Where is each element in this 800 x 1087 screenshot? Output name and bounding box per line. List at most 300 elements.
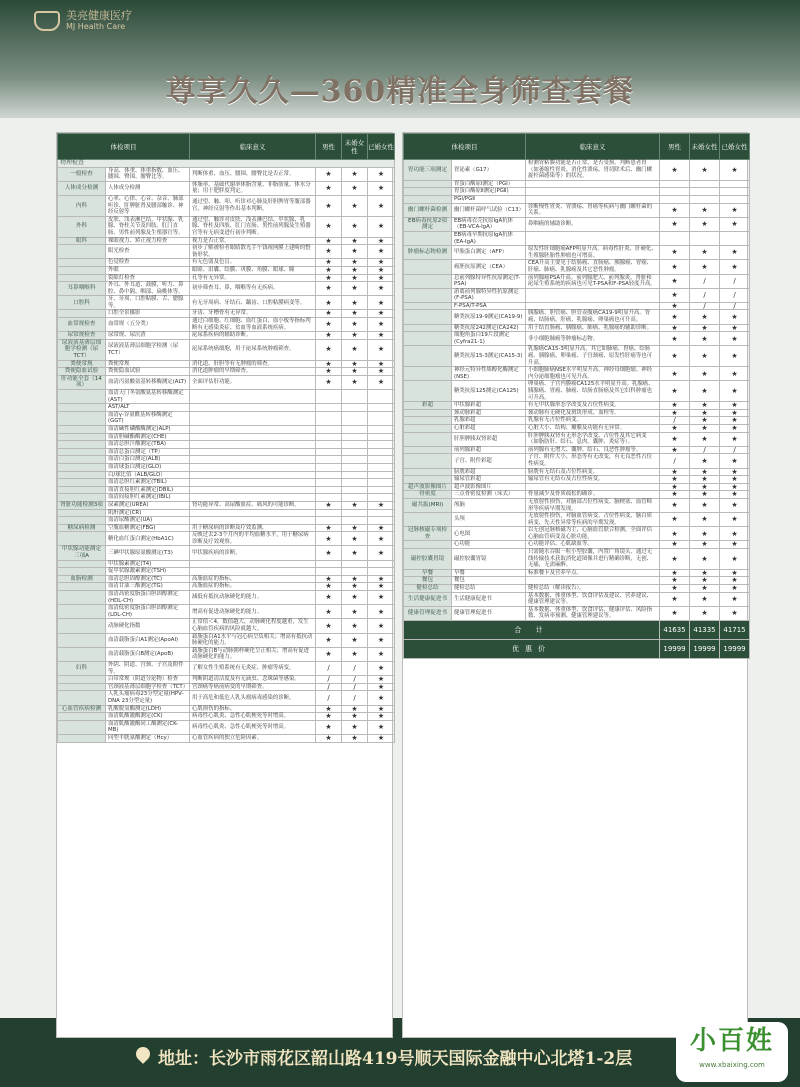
meaning-cell: 初步筛查耳、鼻、咽喉等有无疾病。 [190, 282, 316, 296]
table-row [58, 583, 395, 591]
married-mark [368, 404, 395, 412]
col-married: 已婚女性 [368, 134, 395, 160]
table-row [404, 217, 750, 231]
meaning-cell: 孔等有无异常。 [190, 274, 316, 282]
married-mark: ★ [368, 575, 395, 583]
married-mark [368, 560, 395, 568]
male-mark [316, 433, 342, 441]
item-cell: 血清丙氨酸氨基转移酶测定(ALT) [106, 375, 190, 389]
table-row [404, 498, 750, 512]
table-row [404, 592, 750, 606]
male-mark: ★ [660, 446, 690, 454]
category-cell [404, 541, 452, 549]
married-mark [720, 180, 750, 188]
meaning-cell: 有无甲状腺形态学改变及占位性病变。 [526, 402, 660, 410]
meaning-cell: 牙齿、牙槽骨有无异常。 [190, 310, 316, 318]
married-mark: ★ [368, 524, 395, 532]
married-mark: ★ [720, 527, 750, 541]
male-mark: ★ [660, 402, 690, 410]
total-row [404, 621, 750, 640]
item-cell: 磁控胶囊胃镜 [452, 549, 526, 570]
male-mark: / [316, 661, 342, 675]
unmarried-mark [342, 486, 368, 494]
unmarried-mark [342, 404, 368, 412]
category-cell: 肝功能全套（14项） [58, 375, 106, 389]
meaning-cell [190, 568, 316, 576]
unmarried-mark: ★ [690, 454, 720, 468]
married-mark: ★ [720, 246, 750, 260]
male-mark: ★ [660, 217, 690, 231]
married-mark: ★ [368, 332, 395, 340]
unmarried-mark: ★ [690, 541, 720, 549]
table-row [58, 441, 395, 449]
category-cell: 甲状腺功能测定三项A [58, 546, 106, 560]
meaning-cell: 有无牙周病、牙结石、龋齿、口腔粘膜病变等。 [190, 296, 316, 310]
category-cell [404, 513, 452, 527]
meaning-cell: 输尿管有无结石及占位性病变。 [526, 476, 660, 484]
col-unmarried: 未婚女性 [342, 134, 368, 160]
male-mark [660, 188, 690, 196]
item-cell: 胃蛋白酶原Ⅰ测定（PGⅠ） [452, 180, 526, 188]
meaning-cell: 膀胱有无结石及占位性病变。 [526, 468, 660, 476]
male-mark: ★ [660, 346, 690, 367]
totals-body [404, 621, 750, 659]
meaning-cell: 小细胞肺癌NSE水平明显升高，神经母细胞瘤、神经内分泌细胞瘤也可见升高。 [526, 367, 660, 381]
total-male: 41635 [660, 621, 690, 640]
married-mark: ★ [368, 734, 395, 742]
table-row [404, 577, 750, 585]
married-mark [368, 479, 395, 487]
category-cell [404, 417, 452, 425]
watermark-name: 小百姓 [689, 1026, 774, 1056]
unmarried-mark: ★ [690, 381, 720, 402]
category-cell [58, 245, 106, 259]
table-row [58, 245, 395, 259]
unmarried-mark: ★ [342, 583, 368, 591]
item-cell: 心电图 [452, 527, 526, 541]
item-cell: 子宫、附件彩超 [452, 454, 526, 468]
meaning-cell [190, 486, 316, 494]
unmarried-mark: ★ [342, 532, 368, 546]
male-mark: ★ [660, 498, 690, 512]
unmarried-mark: ★ [690, 367, 720, 381]
table-row [58, 734, 395, 742]
item-cell: 人乳头瘤病毒23分型定量(HPV-DNA 23分型定量) [106, 691, 190, 705]
married-mark: ★ [368, 605, 395, 619]
promo-male: 19999 [660, 640, 690, 659]
table-row [58, 456, 395, 464]
married-mark [368, 448, 395, 456]
married-mark: ★ [368, 661, 395, 675]
unmarried-mark: ★ [342, 259, 368, 267]
category-cell [404, 274, 452, 288]
meaning-cell: 无放射性损伤，对脑部占位性病变、脑梗塞、血管畸形等疾病早期发现。 [526, 498, 660, 512]
table-row [404, 585, 750, 593]
table-row [404, 346, 750, 367]
item-cell: PGⅠ/PGⅡ [452, 195, 526, 203]
married-mark: ★ [368, 375, 395, 389]
meaning-cell: 基本数据、体重体型、饮食评估、健康评估、风险指数、发病率预测、健康管理建议等。 [526, 606, 660, 620]
item-cell: 尿液液基薄层细胞学检测（尿TCT） [106, 339, 190, 360]
category-cell [58, 647, 106, 661]
item-cell: 肌酐测定(CR) [106, 509, 190, 517]
married-mark: ★ [720, 577, 750, 585]
unmarried-mark: ★ [690, 585, 720, 593]
item-cell: EB病毒早期抗原IgA抗体(EA-IgA) [452, 231, 526, 245]
col-unmarried: 未婚女性 [690, 134, 720, 160]
meaning-cell: 判断体重、血压、腰围、腰臀比是否正常。 [190, 167, 316, 181]
category-cell [58, 583, 106, 591]
table-row [404, 188, 750, 196]
category-cell: 血脂检测 [58, 575, 106, 583]
meaning-cell [190, 494, 316, 502]
brand-name-en: MJ Health Care [66, 22, 126, 31]
meaning-cell [526, 231, 660, 245]
male-mark: ★ [316, 524, 342, 532]
category-cell: 磁共振(MRI) [404, 498, 452, 512]
married-mark: ★ [368, 583, 395, 591]
married-mark: ★ [368, 647, 395, 661]
col-item: 体检项目 [58, 134, 190, 160]
item-cell: 动脉硬化指数 [106, 619, 190, 633]
married-mark [368, 390, 395, 404]
item-cell: 心率、心律、心音、杂音、肺部听诊、肝脾脏肾及腰部触诊、神经反射等 [106, 195, 190, 216]
table-row [58, 216, 395, 237]
unmarried-mark: ★ [690, 332, 720, 346]
category-cell [404, 188, 452, 196]
male-mark: ★ [660, 569, 690, 577]
meaning-cell: 有无色弱及色盲。 [190, 259, 316, 267]
married-mark: ★ [720, 160, 750, 181]
unmarried-mark: ★ [690, 217, 720, 231]
item-cell: 人体成分检测 [106, 181, 190, 195]
male-mark: ★ [316, 237, 342, 245]
category-cell: 口腔科 [58, 296, 106, 310]
married-mark: ★ [368, 181, 395, 195]
item-cell: 健检总结 [452, 585, 526, 593]
category-cell [404, 367, 452, 381]
married-mark: ★ [720, 203, 750, 217]
meaning-cell [190, 411, 316, 425]
meaning-cell: 消化道肿瘤的早期筛查。 [190, 368, 316, 376]
item-cell: 血清白蛋白测定(ALB) [106, 456, 190, 464]
table-row [58, 486, 395, 494]
category-cell: 粪便隐血试验 [58, 368, 106, 376]
married-mark: ★ [720, 417, 750, 425]
unmarried-mark: ★ [690, 346, 720, 367]
table-row [404, 381, 750, 402]
married-mark: ★ [720, 498, 750, 512]
category-cell [404, 381, 452, 402]
category-cell: 尿液液基薄层细胞学检测（尿TCT） [58, 339, 106, 360]
married-mark: ★ [368, 266, 395, 274]
meaning-cell: 视力是否正常。 [190, 237, 316, 245]
male-mark: ★ [660, 468, 690, 476]
male-mark: ★ [660, 527, 690, 541]
unmarried-mark: ★ [690, 549, 720, 570]
category-cell: 超声波影像图片 [404, 483, 452, 491]
category-cell [58, 605, 106, 619]
table-row [58, 560, 395, 568]
meaning-cell: 诊断慢性胃炎、胃溃疡、胃癌等疾病与幽门螺杆菌的关系。 [526, 203, 660, 217]
married-mark [368, 509, 395, 517]
item-cell: 乳酸脱氢酶测定(LDH) [106, 705, 190, 713]
item-cell: 糖类抗原125测定(CA125) [452, 381, 526, 402]
meaning-cell: 颈动脉有无硬化及斑块形成、血栓等。 [526, 409, 660, 417]
male-mark: ★ [316, 647, 342, 661]
item-cell: 颈动脉彩超 [452, 409, 526, 417]
male-mark: / [316, 683, 342, 691]
item-cell: 裸眼视力、矫正视力检查 [106, 237, 190, 245]
married-mark: / [720, 288, 750, 302]
married-mark: ★ [720, 483, 750, 491]
unmarried-mark: ★ [690, 324, 720, 332]
meaning-cell [190, 560, 316, 568]
table-row [58, 181, 395, 195]
unmarried-mark: ★ [690, 592, 720, 606]
category-cell [58, 411, 106, 425]
unmarried-mark: ★ [690, 498, 720, 512]
category-cell: 一般检查 [58, 167, 106, 181]
male-mark [316, 441, 342, 449]
meaning-cell: CEA升高主要见于结肠癌、直肠癌、胰腺癌、胃癌、肝癌、肺癌、乳腺癌及其它恶性肿瘤。 [526, 260, 660, 274]
married-mark: ★ [720, 381, 750, 402]
unmarried-mark: ★ [690, 417, 720, 425]
meaning-cell [526, 577, 660, 585]
table-row [58, 509, 395, 517]
promo-unmarried: 19999 [690, 640, 720, 659]
category-cell: 肾脏功能检测3项 [58, 501, 106, 509]
table-row [58, 375, 395, 389]
meaning-cell [190, 517, 316, 525]
meaning-cell [190, 448, 316, 456]
male-mark: ★ [660, 260, 690, 274]
married-mark: ★ [720, 332, 750, 346]
col-meaning: 临床意义 [526, 134, 660, 160]
table-row [58, 568, 395, 576]
category-cell [404, 231, 452, 245]
unmarried-mark: ★ [342, 705, 368, 713]
married-mark: ★ [720, 217, 750, 231]
item-cell: 前列腺彩超 [452, 446, 526, 454]
category-cell [58, 441, 106, 449]
table-row [58, 404, 395, 412]
item-cell: 糖类抗原15-3测定(CA15-3) [452, 346, 526, 367]
table-row [404, 569, 750, 577]
married-mark: ★ [720, 541, 750, 549]
male-mark: ★ [316, 181, 342, 195]
brand-logo [34, 10, 132, 32]
married-mark: ★ [720, 491, 750, 499]
married-mark: ★ [720, 402, 750, 410]
category-cell: 尿常规检查 [58, 332, 106, 340]
unmarried-mark: ★ [690, 606, 720, 620]
married-mark: ★ [368, 546, 395, 560]
item-cell: 血清直接胆红素测定(DBIL) [106, 486, 190, 494]
male-mark: ★ [316, 360, 342, 368]
male-mark: ★ [316, 720, 342, 734]
item-cell: 白带常规（阴道分泌物）检查 [106, 676, 190, 684]
male-mark [316, 509, 342, 517]
male-mark: ★ [316, 368, 342, 376]
male-mark: ★ [316, 310, 342, 318]
married-mark [368, 441, 395, 449]
table-row [404, 513, 750, 527]
meaning-cell: 胰腺癌、胆管癌、胆管壶腹癌CA19-9明显升高。胃癌、结肠癌、肝癌、乳腺癌、卵巢癌也可升高。 [526, 310, 660, 324]
male-mark: ★ [660, 203, 690, 217]
table-row [404, 541, 750, 549]
table-row [58, 524, 395, 532]
table-row [58, 494, 395, 502]
category-cell [58, 433, 106, 441]
married-mark: ★ [368, 274, 395, 282]
meaning-cell: 前列腺癌PSA升高。前列腺肥大、前列腺炎，肾脏和泌尿生殖系统的疾病也可见T-PSA和F-PSA轻度升高。 [526, 274, 660, 288]
item-cell: 糖化血红蛋白测定(HbA1C) [106, 532, 190, 546]
married-mark: ★ [720, 468, 750, 476]
meaning-cell [190, 471, 316, 479]
meaning-cell: 基本数据、体重体型、饮食评估及建议、营养建议、健康管理建议等。 [526, 592, 660, 606]
married-mark: ★ [368, 195, 395, 216]
unmarried-mark: ★ [690, 513, 720, 527]
table-row [404, 468, 750, 476]
married-mark: ★ [368, 360, 395, 368]
category-cell [404, 454, 452, 468]
meaning-cell: 判断阴道清洁度及有无滴虫、念珠菌等感染。 [190, 676, 316, 684]
male-mark: ★ [316, 195, 342, 216]
meaning-cell: 鼻咽癌的辅助诊断。 [526, 217, 660, 231]
item-cell: 心脏彩超 [452, 424, 526, 432]
meaning-cell: 心功能评估、心肌缺血等。 [526, 541, 660, 549]
item-cell: 外阴、阴道、宫颈、子宫及附件等。 [106, 661, 190, 675]
table-row [404, 180, 750, 188]
item-cell: 身高、体重、体重指数、血压、腰围、臀围、腰臀比等。 [106, 167, 190, 181]
married-mark [720, 195, 750, 203]
item-cell: 血常规（五分类） [106, 318, 190, 332]
male-mark: ★ [316, 734, 342, 742]
male-mark: ★ [316, 167, 342, 181]
item-cell: 空腹血糖测定(FBG) [106, 524, 190, 532]
item-cell: 口腔全景摄影 [106, 310, 190, 318]
male-mark: ★ [660, 160, 690, 181]
male-mark: ★ [660, 513, 690, 527]
item-cell: 早餐 [452, 569, 526, 577]
unmarried-mark: / [342, 661, 368, 675]
meaning-cell [190, 509, 316, 517]
unmarried-mark: / [690, 274, 720, 288]
unmarried-mark: / [690, 288, 720, 302]
male-mark [316, 486, 342, 494]
male-mark [660, 195, 690, 203]
male-mark: ★ [316, 375, 342, 389]
table-row [58, 318, 395, 332]
married-mark [368, 425, 395, 433]
table-row [404, 549, 750, 570]
item-cell: 颅脑 [452, 498, 526, 512]
unmarried-mark: / [690, 446, 720, 454]
item-cell: EB病毒衣壳抗原IgA抗体（EB-VCA-IgA） [452, 217, 526, 231]
unmarried-mark [342, 509, 368, 517]
married-mark: ★ [720, 454, 750, 468]
meaning-cell [190, 456, 316, 464]
table-row [58, 546, 395, 560]
table-row [58, 167, 395, 181]
married-mark: ★ [368, 619, 395, 633]
married-mark: ★ [720, 409, 750, 417]
category-cell: 健康管理促进书 [404, 606, 452, 620]
unmarried-mark: ★ [342, 546, 368, 560]
table-row [404, 417, 750, 425]
category-cell [58, 463, 106, 471]
male-mark [316, 448, 342, 456]
table-row [58, 296, 395, 310]
unmarried-mark: ★ [342, 274, 368, 282]
unmarried-mark: ★ [342, 605, 368, 619]
table-row [58, 339, 395, 360]
unmarried-mark: ★ [342, 591, 368, 605]
table-row [58, 720, 395, 734]
item-cell: 膀胱彩超 [452, 468, 526, 476]
meaning-cell: 子宫、附件大小、形态等有无改变，有无良恶性占位性病变。 [526, 454, 660, 468]
item-cell: 裂隙灯检查 [106, 274, 190, 282]
table-row [58, 274, 395, 282]
unmarried-mark: ★ [342, 575, 368, 583]
unmarried-mark: ★ [342, 266, 368, 274]
category-cell [404, 346, 452, 367]
category-cell [58, 676, 106, 684]
table-row [404, 424, 750, 432]
address: 地址：长沙市雨花区韶山路419号顺天国际金融中心北塔1-2层 [158, 1049, 633, 1069]
meaning-cell [526, 188, 660, 196]
item-cell: 皮肤、浅表淋巴结、甲状腺、乳腺、脊柱关节及四肢、肛门直肠、男性前列腺及生殖器官等。 [106, 216, 190, 237]
male-mark [316, 479, 342, 487]
unmarried-mark: ★ [690, 160, 720, 181]
meaning-cell [526, 483, 660, 491]
male-mark: ★ [316, 501, 342, 509]
table-row [58, 463, 395, 471]
item-cell: 神经元特异性烯醇化酶测定(NSE) [452, 367, 526, 381]
category-cell [58, 479, 106, 487]
category-cell [58, 456, 106, 464]
item-cell: 血清间接胆红素测定(IBIL) [106, 494, 190, 502]
meaning-cell: 反映过去2-3个月内的平均血糖水平，用于糖尿病诊断及疗效观察。 [190, 532, 316, 546]
table-row [58, 661, 395, 675]
male-mark: ★ [316, 332, 342, 340]
total-label: 合 计 [404, 621, 660, 640]
category-cell [404, 424, 452, 432]
category-cell [58, 404, 106, 412]
married-mark: ★ [368, 259, 395, 267]
male-mark: / [316, 676, 342, 684]
male-mark [316, 463, 342, 471]
category-cell [404, 468, 452, 476]
married-mark: ★ [368, 691, 395, 705]
item-cell: 三碘甲状腺原氨酸测定(T3) [106, 546, 190, 560]
item-cell: 血清天门冬氨酸氨基转移酶测定(AST) [106, 390, 190, 404]
category-cell: 彩超 [404, 402, 452, 410]
table-row [404, 288, 750, 302]
table-row [58, 676, 395, 684]
male-mark: ★ [660, 324, 690, 332]
married-mark: ★ [368, 676, 395, 684]
male-mark [316, 404, 342, 412]
unmarried-mark: ★ [690, 246, 720, 260]
category-cell [58, 568, 106, 576]
married-mark [368, 411, 395, 425]
table-row [404, 160, 750, 181]
male-mark: ★ [316, 282, 342, 296]
meaning-cell: 健检总结（解读报告）。 [526, 585, 660, 593]
meaning-cell: 乳腺有无占位性病变。 [526, 417, 660, 425]
